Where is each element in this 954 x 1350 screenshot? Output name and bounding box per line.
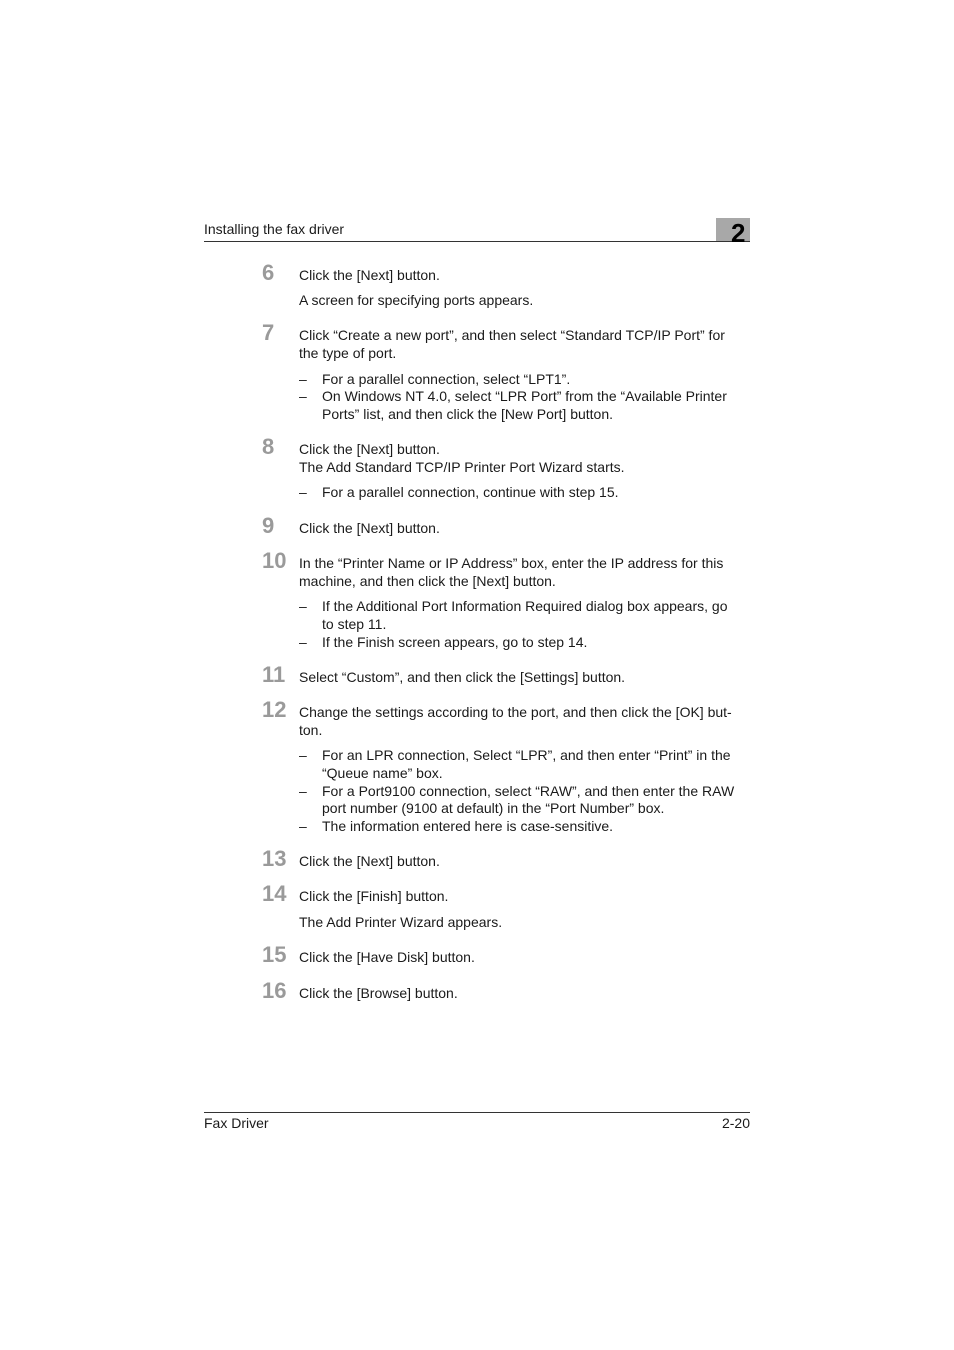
step-number: 10	[262, 548, 287, 573]
bullet-dash: –	[299, 747, 307, 763]
step-text: Click the [Have Disk] button.	[299, 949, 475, 965]
bullet-dash: –	[299, 634, 307, 650]
step-text: The Add Standard TCP/IP Printer Port Wizard starts.	[299, 459, 625, 475]
header-rule	[204, 241, 750, 242]
step-number: 13	[262, 846, 287, 871]
step-text: Click the [Next] button.	[299, 853, 440, 869]
step-number: 9	[262, 513, 275, 538]
step-text: ton.	[299, 722, 323, 738]
sub-item: On Windows NT 4.0, select “LPR Port” from the “Available Printer	[322, 388, 727, 404]
sub-item: For a parallel connection, continue with step 15.	[322, 484, 619, 500]
running-header: Installing the fax driver	[204, 221, 345, 237]
step-text: Click the [Next] button.	[299, 267, 440, 283]
bullet-dash: –	[299, 783, 307, 799]
step-number: 11	[262, 662, 286, 687]
step-number: 7	[262, 320, 275, 345]
footer-title: Fax Driver	[204, 1115, 269, 1131]
sub-item: port number (9100 at default) in the “Port Number” box.	[322, 800, 665, 816]
sub-item: If the Finish screen appears, go to step 14.	[322, 634, 588, 650]
bullet-dash: –	[299, 371, 307, 387]
bullet-dash: –	[299, 484, 307, 500]
step-number: 14	[262, 881, 287, 906]
sub-item: If the Additional Port Information Required dialog box appears, go	[322, 598, 728, 614]
sub-item: The information entered here is case-sensitive.	[322, 818, 614, 834]
sub-item: For a Port9100 connection, select “RAW”, and then enter the RAW	[322, 783, 735, 799]
footer-rule	[204, 1112, 750, 1113]
step-text: The Add Printer Wizard appears.	[299, 914, 503, 930]
sub-item: Ports” list, and then click the [New Port] button.	[322, 406, 614, 422]
step-text: machine, and then click the [Next] button.	[299, 573, 556, 589]
bullet-dash: –	[299, 388, 307, 404]
step-text: Click “Create a new port”, and then select “Standard TCP/IP Port” for	[299, 327, 725, 343]
step-text: the type of port.	[299, 345, 397, 361]
sub-item: “Queue name” box.	[322, 765, 443, 781]
sub-item: For an LPR connection, Select “LPR”, and then enter “Print” in the	[322, 747, 731, 763]
step-text: Click the [Next] button.	[299, 520, 440, 536]
step-number: 15	[262, 942, 287, 967]
step-text: In the “Printer Name or IP Address” box, enter the IP address for this	[299, 555, 724, 571]
step-text: A screen for specifying ports appears.	[299, 292, 534, 308]
step-text: Select “Custom”, and then click the [Settings] button.	[299, 669, 626, 685]
step-number: 16	[262, 978, 287, 1003]
chapter-number: 2	[731, 218, 746, 248]
sub-item: to step 11.	[322, 616, 387, 632]
step-text: Click the [Next] button.	[299, 441, 440, 457]
step-number: 12	[262, 697, 287, 722]
page-number: 2-20	[721, 1115, 750, 1131]
bullet-dash: –	[299, 598, 307, 614]
step-text: Click the [Finish] button.	[299, 888, 449, 904]
sub-item: For a parallel connection, select “LPT1”.	[322, 371, 571, 387]
step-number: 6	[262, 260, 275, 285]
step-text: Click the [Browse] button.	[299, 985, 458, 1001]
step-text: Change the settings according to the port, and then click the [OK] but-	[299, 704, 732, 720]
bullet-dash: –	[299, 818, 307, 834]
step-number: 8	[262, 434, 275, 459]
